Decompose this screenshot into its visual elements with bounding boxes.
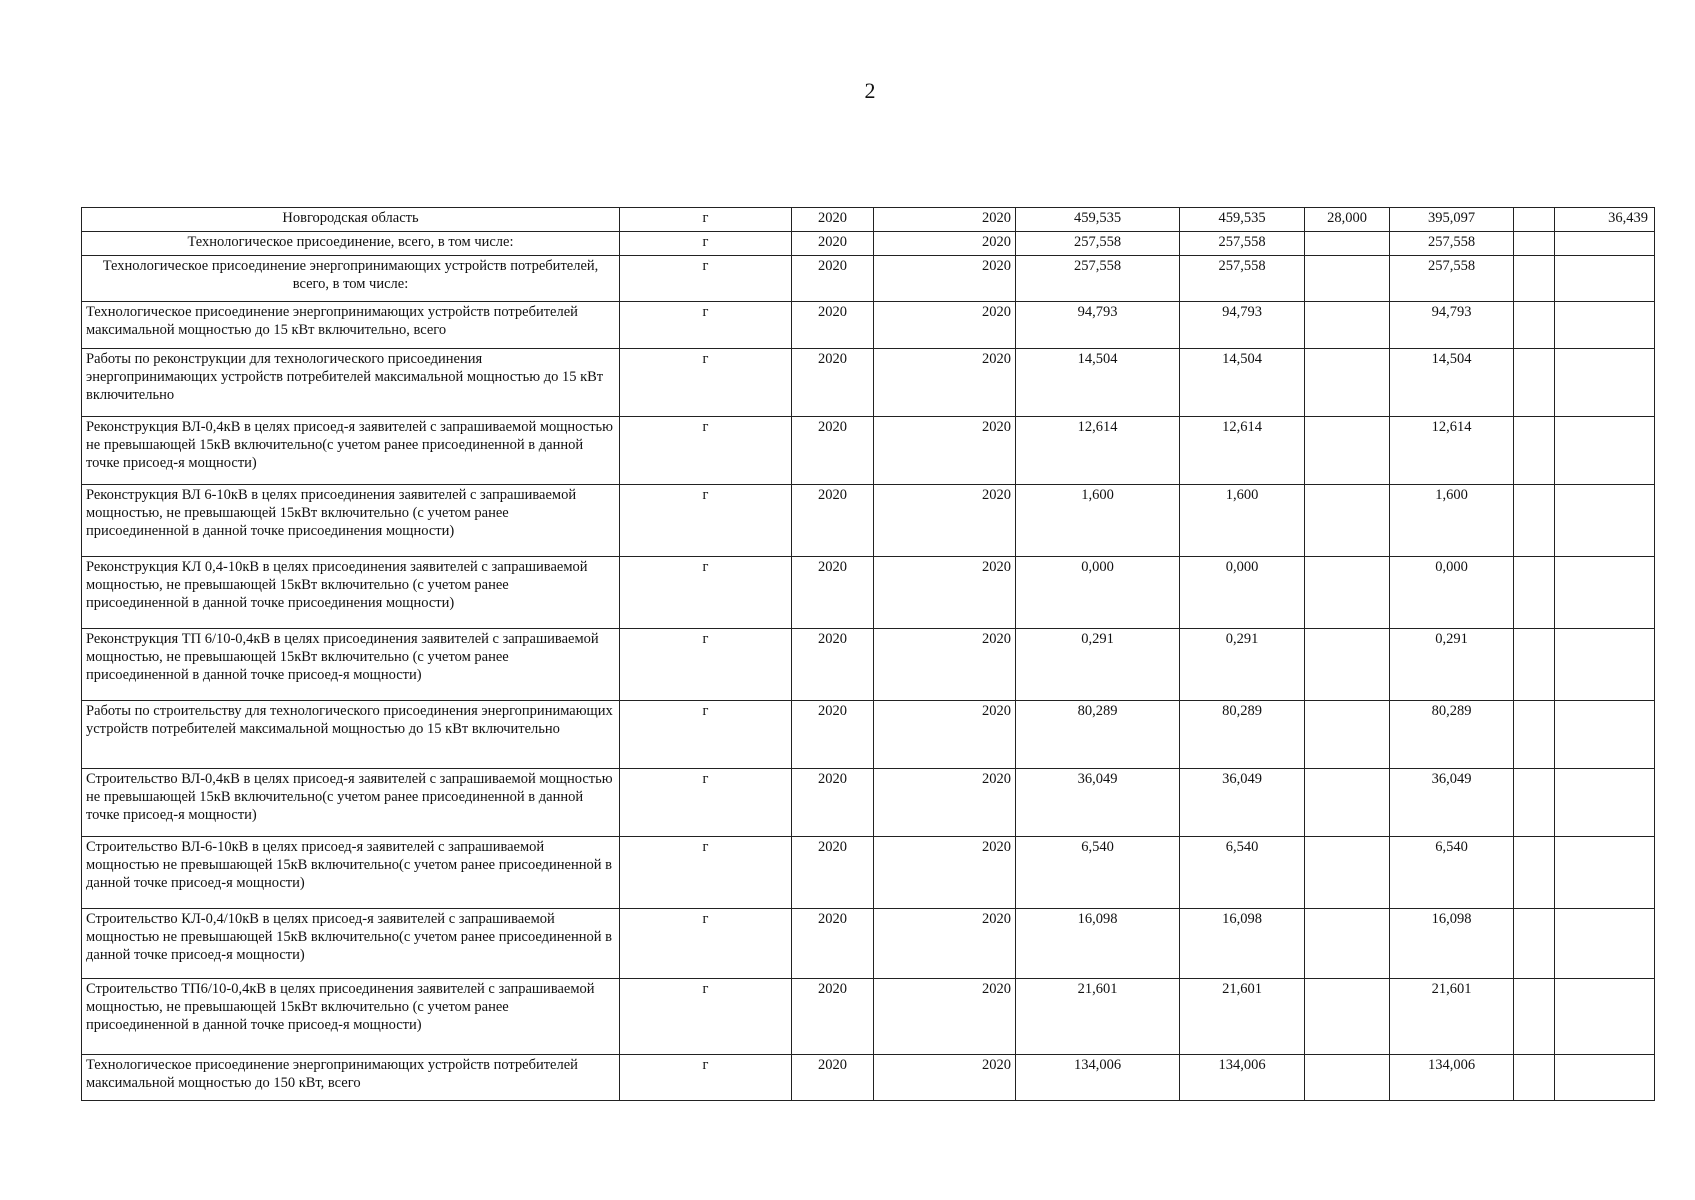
cell-value-1: 36,049 (1016, 769, 1180, 837)
cell-value-6 (1555, 302, 1655, 349)
cell-year-start: 2020 (792, 208, 874, 232)
cell-year-end: 2020 (874, 701, 1016, 769)
cell-value-3 (1305, 1055, 1390, 1101)
cell-value-5 (1514, 979, 1555, 1055)
cell-value-3 (1305, 485, 1390, 557)
table-row (82, 208, 1655, 232)
cell-value-6 (1555, 837, 1655, 909)
cell-name: Технологическое присоединение энергопринимающих устройств потребителей, всего, в том числе: (82, 256, 620, 302)
cell-year-end: 2020 (874, 417, 1016, 485)
cell-year-end: 2020 (874, 909, 1016, 979)
table-row (82, 485, 1655, 557)
cell-value-6 (1555, 485, 1655, 557)
cell-value-2: 257,558 (1180, 256, 1305, 302)
cell-year-end: 2020 (874, 837, 1016, 909)
cell-value-4: 94,793 (1390, 302, 1514, 349)
cell-unit: г (620, 629, 792, 701)
cell-name: Реконструкция ВЛ-0,4кВ в целях присоед-я заявителей с запрашиваемой мощностью не превышающей 15кВ включительно(с учетом ранее присоединенной в данной точке присоед-я мощности) (82, 417, 620, 485)
cell-value-4: 80,289 (1390, 701, 1514, 769)
cell-value-4: 0,291 (1390, 629, 1514, 701)
cell-value-2: 12,614 (1180, 417, 1305, 485)
cell-name: Технологическое присоединение энергопринимающих устройств потребителей максимальной мощностью до 150 кВт, всего (82, 1055, 620, 1101)
cell-value-1: 16,098 (1016, 909, 1180, 979)
cell-value-1: 257,558 (1016, 232, 1180, 256)
cell-unit: г (620, 417, 792, 485)
cell-value-5 (1514, 701, 1555, 769)
cell-value-1: 0,000 (1016, 557, 1180, 629)
cell-value-6 (1555, 417, 1655, 485)
cell-value-4: 6,540 (1390, 837, 1514, 909)
cell-value-6 (1555, 557, 1655, 629)
cell-value-5 (1514, 909, 1555, 979)
cell-value-3 (1305, 349, 1390, 417)
cell-name: Строительство ТП6/10-0,4кВ в целях присоединения заявителей с запрашиваемой мощностью, не превышающей 15кВт включительно (с учетом ранее присоединенной в данной точке присоед-я мощности) (82, 979, 620, 1055)
page-number: 2 (864, 78, 876, 103)
cell-value-4: 257,558 (1390, 256, 1514, 302)
cell-value-3: 28,000 (1305, 208, 1390, 232)
table-row (82, 909, 1655, 979)
cell-value-2: 0,291 (1180, 629, 1305, 701)
cell-year-end: 2020 (874, 349, 1016, 417)
cell-year-end: 2020 (874, 256, 1016, 302)
cell-value-4: 36,049 (1390, 769, 1514, 837)
table-row (82, 979, 1655, 1055)
cell-unit: г (620, 909, 792, 979)
cell-value-2: 80,289 (1180, 701, 1305, 769)
cell-unit: г (620, 256, 792, 302)
cell-year-start: 2020 (792, 837, 874, 909)
cell-value-5 (1514, 1055, 1555, 1101)
cell-value-2: 36,049 (1180, 769, 1305, 837)
table-row (82, 302, 1655, 349)
cell-value-2: 6,540 (1180, 837, 1305, 909)
cell-value-3 (1305, 909, 1390, 979)
table-row (82, 1055, 1655, 1101)
cell-unit: г (620, 557, 792, 629)
cell-year-end: 2020 (874, 302, 1016, 349)
cell-value-3 (1305, 232, 1390, 256)
cell-year-start: 2020 (792, 1055, 874, 1101)
cell-unit: г (620, 232, 792, 256)
cell-value-3 (1305, 837, 1390, 909)
table-row (82, 232, 1655, 256)
cell-value-2: 134,006 (1180, 1055, 1305, 1101)
cell-unit: г (620, 701, 792, 769)
cell-value-2: 21,601 (1180, 979, 1305, 1055)
cell-value-4: 12,614 (1390, 417, 1514, 485)
cell-value-4: 16,098 (1390, 909, 1514, 979)
cell-year-start: 2020 (792, 349, 874, 417)
cell-unit: г (620, 208, 792, 232)
cell-unit: г (620, 1055, 792, 1101)
cell-year-start: 2020 (792, 417, 874, 485)
cell-value-2: 257,558 (1180, 232, 1305, 256)
cell-value-3 (1305, 701, 1390, 769)
cell-value-1: 134,006 (1016, 1055, 1180, 1101)
cell-value-5 (1514, 256, 1555, 302)
cell-value-2: 94,793 (1180, 302, 1305, 349)
cell-value-2: 16,098 (1180, 909, 1305, 979)
cell-value-6 (1555, 256, 1655, 302)
cell-unit: г (620, 979, 792, 1055)
cell-year-start: 2020 (792, 302, 874, 349)
table-row (82, 701, 1655, 769)
table-row (82, 349, 1655, 417)
table-row (82, 629, 1655, 701)
cell-value-3 (1305, 557, 1390, 629)
cell-year-end: 2020 (874, 485, 1016, 557)
cell-value-4: 0,000 (1390, 557, 1514, 629)
cell-year-end: 2020 (874, 629, 1016, 701)
cell-value-5 (1514, 302, 1555, 349)
cell-name: Технологическое присоединение энергопринимающих устройств потребителей максимальной мощностью до 15 кВт включительно, всего (82, 302, 620, 349)
cell-value-3 (1305, 979, 1390, 1055)
cell-year-end: 2020 (874, 232, 1016, 256)
cell-value-1: 12,614 (1016, 417, 1180, 485)
table-row (82, 837, 1655, 909)
cell-unit: г (620, 485, 792, 557)
cell-value-6 (1555, 1055, 1655, 1101)
table-row (82, 557, 1655, 629)
cell-value-5 (1514, 769, 1555, 837)
cell-year-start: 2020 (792, 485, 874, 557)
cell-name: Строительство ВЛ-6-10кВ в целях присоед-я заявителей с запрашиваемой мощностью не превышающей 15кВ включительно(с учетом ранее присоединенной в данной точке присоед-я мощности) (82, 837, 620, 909)
cell-name: Технологическое присоединение, всего, в том числе: (82, 232, 620, 256)
cell-name: Реконструкция ТП 6/10-0,4кВ в целях присоединения заявителей с запрашиваемой мощностью, не превышающей 15кВт включительно (с учетом ранее присоединенной в данной точке присоед-я мощности) (82, 629, 620, 701)
cell-value-6 (1555, 629, 1655, 701)
cell-value-5 (1514, 629, 1555, 701)
cell-year-end: 2020 (874, 769, 1016, 837)
cell-value-6: 36,439 (1555, 208, 1655, 232)
cell-value-1: 0,291 (1016, 629, 1180, 701)
cell-name: Работы по строительству для технологического присоединения энергопринимающих устройств потребителей максимальной мощностью до 15 кВт включительно (82, 701, 620, 769)
cell-name: Реконструкция КЛ 0,4-10кВ в целях присоединения заявителей с запрашиваемой мощностью, не превышающей 15кВт включительно (с учетом ранее присоединенной в данной точке присоединения мощности) (82, 557, 620, 629)
cell-value-1: 6,540 (1016, 837, 1180, 909)
cell-name: Строительство ВЛ-0,4кВ в целях присоед-я заявителей с запрашиваемой мощностью не превышающей 15кВ включительно(с учетом ранее присоединенной в данной точке присоед-я мощности) (82, 769, 620, 837)
cell-value-2: 1,600 (1180, 485, 1305, 557)
cell-value-2: 14,504 (1180, 349, 1305, 417)
cell-name: Новгородская область (82, 208, 620, 232)
cell-value-5 (1514, 349, 1555, 417)
cell-value-4: 395,097 (1390, 208, 1514, 232)
cell-value-4: 134,006 (1390, 1055, 1514, 1101)
cell-value-3 (1305, 629, 1390, 701)
cell-value-4: 21,601 (1390, 979, 1514, 1055)
cell-name: Работы по реконструкции для технологического присоединения энергопринимающих устройств потребителей максимальной мощностью до 15 кВт включительно (82, 349, 620, 417)
cell-unit: г (620, 837, 792, 909)
cell-value-3 (1305, 302, 1390, 349)
cell-name: Строительство КЛ-0,4/10кВ в целях присоед-я заявителей с запрашиваемой мощностью не превышающей 15кВ включительно(с учетом ранее присоединенной в данной точке присоед-я мощности) (82, 909, 620, 979)
cell-year-end: 2020 (874, 1055, 1016, 1101)
cell-year-start: 2020 (792, 979, 874, 1055)
table-row (82, 256, 1655, 302)
cell-year-start: 2020 (792, 557, 874, 629)
cell-value-5 (1514, 208, 1555, 232)
cell-name: Реконструкция ВЛ 6-10кВ в целях присоединения заявителей с запрашиваемой мощностью, не превышающей 15кВт включительно (с учетом ранее присоединенной в данной точке присоединения мощности) (82, 485, 620, 557)
cell-year-start: 2020 (792, 701, 874, 769)
cell-value-5 (1514, 837, 1555, 909)
cell-value-6 (1555, 349, 1655, 417)
cell-value-1: 1,600 (1016, 485, 1180, 557)
cell-value-3 (1305, 417, 1390, 485)
cell-value-2: 0,000 (1180, 557, 1305, 629)
cell-year-end: 2020 (874, 557, 1016, 629)
cell-value-1: 94,793 (1016, 302, 1180, 349)
investment-table (81, 207, 1655, 1101)
cell-value-6 (1555, 232, 1655, 256)
cell-value-2: 459,535 (1180, 208, 1305, 232)
cell-value-4: 1,600 (1390, 485, 1514, 557)
cell-year-end: 2020 (874, 208, 1016, 232)
cell-value-5 (1514, 557, 1555, 629)
cell-value-3 (1305, 256, 1390, 302)
cell-unit: г (620, 349, 792, 417)
cell-value-1: 459,535 (1016, 208, 1180, 232)
table-body (82, 208, 1655, 1101)
cell-value-6 (1555, 701, 1655, 769)
cell-value-1: 80,289 (1016, 701, 1180, 769)
cell-value-5 (1514, 485, 1555, 557)
cell-value-6 (1555, 979, 1655, 1055)
cell-unit: г (620, 769, 792, 837)
cell-year-start: 2020 (792, 629, 874, 701)
cell-unit: г (620, 302, 792, 349)
table-row (82, 417, 1655, 485)
cell-value-3 (1305, 769, 1390, 837)
cell-value-1: 21,601 (1016, 979, 1180, 1055)
cell-year-start: 2020 (792, 769, 874, 837)
cell-value-1: 257,558 (1016, 256, 1180, 302)
cell-year-start: 2020 (792, 909, 874, 979)
cell-year-start: 2020 (792, 256, 874, 302)
cell-value-6 (1555, 909, 1655, 979)
table-row (82, 769, 1655, 837)
cell-year-end: 2020 (874, 979, 1016, 1055)
cell-value-6 (1555, 769, 1655, 837)
cell-value-1: 14,504 (1016, 349, 1180, 417)
cell-value-4: 14,504 (1390, 349, 1514, 417)
cell-value-4: 257,558 (1390, 232, 1514, 256)
cell-value-5 (1514, 232, 1555, 256)
cell-value-5 (1514, 417, 1555, 485)
cell-year-start: 2020 (792, 232, 874, 256)
